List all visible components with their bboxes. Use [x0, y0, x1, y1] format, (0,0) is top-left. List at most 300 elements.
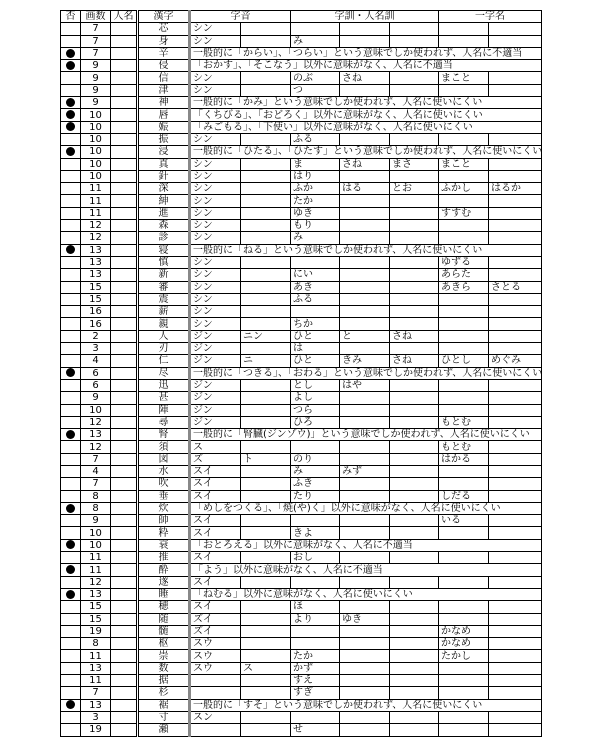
single-name-2-cell: はるか — [489, 183, 542, 195]
table-row — [61, 293, 542, 305]
kun-reading-1-cell: もり — [291, 220, 340, 232]
jinmei-cell — [111, 195, 138, 207]
kun-reading-2-cell — [340, 293, 390, 305]
kun-reading-2-cell — [340, 441, 390, 453]
strokes-cell: 15 — [81, 293, 111, 305]
on-reading-1-cell: シン — [190, 269, 241, 281]
ng-cell — [61, 23, 81, 35]
strokes-cell: 19 — [81, 724, 111, 736]
kun-reading-3-cell — [390, 318, 439, 330]
table-row — [61, 60, 542, 72]
kanji-cell: 腎 — [138, 429, 190, 441]
table-row — [61, 650, 542, 662]
ng-cell — [61, 60, 81, 72]
on-reading-2-cell — [241, 207, 291, 219]
kanji-cell: 刃 — [138, 343, 190, 355]
single-name-2-cell — [489, 158, 542, 170]
unsuitable-mark-icon — [66, 565, 75, 574]
strokes-cell: 15 — [81, 281, 111, 293]
single-name-1-cell — [439, 220, 489, 232]
kun-reading-2-cell — [340, 478, 390, 490]
kanji-cell: 侵 — [138, 60, 190, 72]
ng-cell — [61, 711, 81, 723]
kun-reading-3-cell — [390, 638, 439, 650]
strokes-cell: 11 — [81, 650, 111, 662]
kun-reading-3-cell — [390, 650, 439, 662]
kun-reading-2-cell — [340, 256, 390, 268]
kun-reading-3-cell — [390, 293, 439, 305]
single-name-2-cell — [489, 293, 542, 305]
ng-cell — [61, 244, 81, 256]
note-cell: 「めしをつくる」、「焼(や)く」以外に意味がなく、人名に使いにくい — [190, 502, 542, 514]
kanji-cell: 帥 — [138, 515, 190, 527]
single-name-2-cell — [489, 650, 542, 662]
kun-reading-2-cell — [340, 35, 390, 47]
table-row — [61, 343, 542, 355]
kanji-cell: 須 — [138, 441, 190, 453]
single-name-1-cell — [439, 527, 489, 539]
table-row — [61, 97, 542, 109]
ng-cell — [61, 72, 81, 84]
kun-reading-1-cell: よし — [291, 392, 340, 404]
kanji-cell: 親 — [138, 318, 190, 330]
kun-reading-3-cell — [390, 23, 439, 35]
single-name-2-cell — [489, 170, 542, 182]
strokes-cell: 7 — [81, 47, 111, 59]
note-cell: 一般的に「ねる」という意味でしか使われず、人名に使いにくい — [190, 244, 542, 256]
kun-reading-1-cell — [291, 711, 340, 723]
single-name-1-cell: しだる — [439, 490, 489, 502]
unsuitable-mark-icon — [66, 49, 75, 58]
unsuitable-mark-icon — [66, 245, 75, 254]
on-reading-1-cell: ズ — [190, 453, 241, 465]
on-reading-2-cell — [241, 183, 291, 195]
kun-reading-3-cell — [390, 35, 439, 47]
jinmei-cell — [111, 207, 138, 219]
single-name-1-cell — [439, 306, 489, 318]
kun-reading-1-cell: ふる — [291, 293, 340, 305]
ng-cell — [61, 133, 81, 145]
kun-reading-1-cell: たか — [291, 650, 340, 662]
kanji-cell: 津 — [138, 84, 190, 96]
strokes-cell: 3 — [81, 343, 111, 355]
ng-cell — [61, 650, 81, 662]
kanji-cell: 酔 — [138, 564, 190, 576]
on-reading-1-cell: ジン — [190, 343, 241, 355]
on-reading-2-cell: ニン — [241, 330, 291, 342]
kun-reading-1-cell: み — [291, 465, 340, 477]
on-reading-1-cell: ズイ — [190, 625, 241, 637]
kun-reading-3-cell — [390, 675, 439, 687]
single-name-2-cell — [489, 515, 542, 527]
strokes-cell: 8 — [81, 502, 111, 514]
kun-reading-1-cell: たか — [291, 195, 340, 207]
kanji-cell: 据 — [138, 675, 190, 687]
kun-reading-1-cell — [291, 441, 340, 453]
jinmei-cell — [111, 601, 138, 613]
jinmei-cell — [111, 60, 138, 72]
ng-cell — [61, 429, 81, 441]
strokes-cell: 13 — [81, 269, 111, 281]
kanji-cell: 慎 — [138, 256, 190, 268]
ng-cell — [61, 97, 81, 109]
kanji-cell: 水 — [138, 465, 190, 477]
table-row — [61, 232, 542, 244]
note-cell: 「ねむる」以外に意味がなく、人名に使いにくい — [190, 588, 542, 600]
jinmei-cell — [111, 72, 138, 84]
single-name-1-cell: あきら — [439, 281, 489, 293]
kun-reading-2-cell — [340, 232, 390, 244]
ng-cell — [61, 515, 81, 527]
on-reading-1-cell: シン — [190, 195, 241, 207]
kun-reading-3-cell — [390, 281, 439, 293]
kanji-cell: 吹 — [138, 478, 190, 490]
single-name-2-cell — [489, 601, 542, 613]
jinmei-cell — [111, 220, 138, 232]
single-name-1-cell: ひとし — [439, 355, 489, 367]
on-reading-1-cell: シン — [190, 293, 241, 305]
ng-cell — [61, 84, 81, 96]
jinmei-cell — [111, 429, 138, 441]
note-cell: 「くちびる」、「おどろく」以外に意味がなく、人名に使いにくい — [190, 109, 542, 121]
ng-cell — [61, 183, 81, 195]
table-row — [61, 158, 542, 170]
kun-reading-1-cell — [291, 638, 340, 650]
ng-cell — [61, 576, 81, 588]
strokes-cell: 11 — [81, 564, 111, 576]
table-row — [61, 244, 542, 256]
strokes-cell: 10 — [81, 158, 111, 170]
jinmei-cell — [111, 146, 138, 158]
table-row — [61, 306, 542, 318]
jinmei-cell — [111, 515, 138, 527]
kun-reading-1-cell: のり — [291, 453, 340, 465]
kanji-cell: 仁 — [138, 355, 190, 367]
ng-cell — [61, 699, 81, 711]
on-reading-1-cell: シン — [190, 158, 241, 170]
on-reading-1-cell: シン — [190, 183, 241, 195]
kun-reading-2-cell — [340, 306, 390, 318]
header-single-name: 一字名 — [439, 11, 542, 23]
jinmei-cell — [111, 490, 138, 502]
jinmei-cell — [111, 650, 138, 662]
header-kun-reading: 字訓・人名訓 — [291, 11, 439, 23]
single-name-1-cell — [439, 675, 489, 687]
on-reading-2-cell — [241, 478, 291, 490]
unsuitable-mark-icon — [66, 61, 75, 70]
single-name-1-cell — [439, 133, 489, 145]
single-name-1-cell — [439, 404, 489, 416]
kun-reading-3-cell — [390, 256, 439, 268]
kun-reading-3-cell — [390, 392, 439, 404]
table-row — [61, 539, 542, 551]
on-reading-2-cell — [241, 392, 291, 404]
jinmei-cell — [111, 330, 138, 342]
ng-cell — [61, 453, 81, 465]
jinmei-cell — [111, 675, 138, 687]
kun-reading-1-cell: み — [291, 232, 340, 244]
note-cell: 「おとろえる」以外に意味がなく、人名に不適当 — [190, 539, 542, 551]
on-reading-2-cell — [241, 256, 291, 268]
on-reading-1-cell: スウ — [190, 650, 241, 662]
jinmei-cell — [111, 244, 138, 256]
on-reading-1-cell — [190, 687, 241, 699]
table-row — [61, 207, 542, 219]
note-cell: 一般的に「すそ」という意味でしか使われず、人名に使いにくい — [190, 699, 542, 711]
table-row — [61, 109, 542, 121]
jinmei-cell — [111, 109, 138, 121]
on-reading-1-cell: ジン — [190, 416, 241, 428]
kanji-cell: 粋 — [138, 527, 190, 539]
kun-reading-1-cell: は — [291, 343, 340, 355]
note-cell: 一般的に「かみ」という意味でしか使われず、人名に使いにくい — [190, 97, 542, 109]
jinmei-cell — [111, 638, 138, 650]
jinmei-cell — [111, 121, 138, 133]
jinmei-cell — [111, 552, 138, 564]
on-reading-1-cell: シン — [190, 232, 241, 244]
kun-reading-2-cell: ゆき — [340, 613, 390, 625]
kun-reading-1-cell — [291, 23, 340, 35]
table-row — [61, 404, 542, 416]
kun-reading-2-cell — [340, 170, 390, 182]
table-row — [61, 564, 542, 576]
unsuitable-mark-icon — [66, 122, 75, 131]
single-name-2-cell — [489, 195, 542, 207]
on-reading-2-cell — [241, 170, 291, 182]
on-reading-2-cell — [241, 613, 291, 625]
jinmei-cell — [111, 269, 138, 281]
kun-reading-3-cell: まさ — [390, 158, 439, 170]
jinmei-cell — [111, 527, 138, 539]
jinmei-cell — [111, 502, 138, 514]
note-cell: 「みごもる」、「下使い」以外に意味がなく、人名に使いにくい — [190, 121, 542, 133]
ng-cell — [61, 306, 81, 318]
single-name-1-cell: ゆずる — [439, 256, 489, 268]
ng-cell — [61, 232, 81, 244]
ng-cell — [61, 478, 81, 490]
kun-reading-2-cell — [340, 490, 390, 502]
kun-reading-3-cell — [390, 552, 439, 564]
kun-reading-3-cell — [390, 72, 439, 84]
kanji-cell: 尽 — [138, 367, 190, 379]
kun-reading-2-cell — [340, 318, 390, 330]
on-reading-1-cell: ジン — [190, 330, 241, 342]
strokes-cell: 15 — [81, 601, 111, 613]
table-row — [61, 269, 542, 281]
kun-reading-1-cell: すぎ — [291, 687, 340, 699]
kun-reading-1-cell: はり — [291, 170, 340, 182]
kun-reading-2-cell — [340, 416, 390, 428]
strokes-cell: 10 — [81, 133, 111, 145]
strokes-cell: 7 — [81, 35, 111, 47]
kun-reading-1-cell: み — [291, 35, 340, 47]
ng-cell — [61, 158, 81, 170]
kanji-cell: 図 — [138, 453, 190, 465]
kun-reading-2-cell: はや — [340, 379, 390, 391]
on-reading-2-cell — [241, 638, 291, 650]
single-name-1-cell: まこと — [439, 72, 489, 84]
kun-reading-2-cell — [340, 84, 390, 96]
kun-reading-2-cell — [340, 650, 390, 662]
on-reading-1-cell: スイ — [190, 601, 241, 613]
table-row — [61, 256, 542, 268]
kun-reading-3-cell — [390, 687, 439, 699]
on-reading-1-cell: ジン — [190, 379, 241, 391]
jinmei-cell — [111, 293, 138, 305]
kun-reading-3-cell — [390, 527, 439, 539]
ng-cell — [61, 465, 81, 477]
ng-cell — [61, 220, 81, 232]
jinmei-cell — [111, 539, 138, 551]
single-name-2-cell — [489, 256, 542, 268]
kun-reading-2-cell — [340, 195, 390, 207]
table-row — [61, 625, 542, 637]
single-name-1-cell — [439, 343, 489, 355]
single-name-2-cell — [489, 453, 542, 465]
kanji-cell: 新 — [138, 269, 190, 281]
single-name-2-cell — [489, 416, 542, 428]
ng-cell — [61, 588, 81, 600]
kanji-cell: 遂 — [138, 576, 190, 588]
on-reading-2-cell — [241, 527, 291, 539]
kun-reading-1-cell: ふき — [291, 478, 340, 490]
kanji-cell: 針 — [138, 170, 190, 182]
on-reading-2-cell — [241, 601, 291, 613]
single-name-2-cell — [489, 490, 542, 502]
jinmei-cell — [111, 613, 138, 625]
kun-reading-1-cell: せ — [291, 724, 340, 736]
kanji-cell: 瀬 — [138, 724, 190, 736]
strokes-cell: 11 — [81, 207, 111, 219]
on-reading-1-cell: スイ — [190, 465, 241, 477]
ng-cell — [61, 527, 81, 539]
single-name-2-cell: さとる — [489, 281, 542, 293]
kanji-cell: 杉 — [138, 687, 190, 699]
table-row — [61, 662, 542, 674]
table-row — [61, 576, 542, 588]
strokes-cell: 6 — [81, 367, 111, 379]
kanji-cell: 唇 — [138, 109, 190, 121]
kun-reading-2-cell — [340, 552, 390, 564]
kun-reading-2-cell — [340, 404, 390, 416]
header-row — [61, 11, 542, 23]
unsuitable-mark-icon — [66, 147, 75, 156]
on-reading-2-cell — [241, 515, 291, 527]
single-name-1-cell — [439, 601, 489, 613]
table-row — [61, 490, 542, 502]
jinmei-cell — [111, 170, 138, 182]
single-name-2-cell — [489, 625, 542, 637]
kun-reading-1-cell: つら — [291, 404, 340, 416]
ng-cell — [61, 662, 81, 674]
jinmei-cell — [111, 687, 138, 699]
ng-cell — [61, 502, 81, 514]
kun-reading-3-cell — [390, 724, 439, 736]
kun-reading-1-cell: のぶ — [291, 72, 340, 84]
unsuitable-mark-icon — [66, 540, 75, 549]
single-name-2-cell — [489, 318, 542, 330]
ng-cell — [61, 601, 81, 613]
strokes-cell: 9 — [81, 97, 111, 109]
on-reading-2-cell — [241, 711, 291, 723]
kun-reading-3-cell: とお — [390, 183, 439, 195]
on-reading-1-cell: スイ — [190, 515, 241, 527]
on-reading-1-cell: シン — [190, 23, 241, 35]
kun-reading-2-cell — [340, 343, 390, 355]
ng-cell — [61, 392, 81, 404]
single-name-2-cell — [489, 638, 542, 650]
on-reading-1-cell: ジン — [190, 404, 241, 416]
on-reading-1-cell: シン — [190, 281, 241, 293]
single-name-1-cell: ふかし — [439, 183, 489, 195]
single-name-2-cell — [489, 404, 542, 416]
jinmei-cell — [111, 711, 138, 723]
ng-cell — [61, 207, 81, 219]
on-reading-2-cell — [241, 675, 291, 687]
on-reading-1-cell: スイ — [190, 552, 241, 564]
kanji-cell: 裾 — [138, 699, 190, 711]
kanji-cell: 尋 — [138, 416, 190, 428]
ng-cell — [61, 47, 81, 59]
ng-cell — [61, 109, 81, 121]
strokes-cell: 10 — [81, 527, 111, 539]
kun-reading-1-cell: ふか — [291, 183, 340, 195]
strokes-cell: 13 — [81, 662, 111, 674]
table-row — [61, 416, 542, 428]
single-name-1-cell — [439, 330, 489, 342]
kanji-cell: 辛 — [138, 47, 190, 59]
kanji-cell: 甚 — [138, 392, 190, 404]
table-row — [61, 465, 542, 477]
on-reading-2-cell — [241, 343, 291, 355]
table-row — [61, 638, 542, 650]
table-row — [61, 379, 542, 391]
on-reading-1-cell: スウ — [190, 638, 241, 650]
kanji-cell: 身 — [138, 35, 190, 47]
on-reading-1-cell: ジン — [190, 355, 241, 367]
table-row — [61, 183, 542, 195]
single-name-1-cell — [439, 465, 489, 477]
table-row — [61, 121, 542, 133]
kun-reading-3-cell — [390, 232, 439, 244]
strokes-cell: 10 — [81, 404, 111, 416]
single-name-1-cell: いる — [439, 515, 489, 527]
on-reading-1-cell: シン — [190, 133, 241, 145]
kun-reading-2-cell: みず — [340, 465, 390, 477]
unsuitable-mark-icon — [66, 430, 75, 439]
on-reading-2-cell — [241, 23, 291, 35]
on-reading-2-cell — [241, 84, 291, 96]
kanji-cell: 振 — [138, 133, 190, 145]
single-name-1-cell — [439, 23, 489, 35]
on-reading-2-cell — [241, 281, 291, 293]
kun-reading-3-cell — [390, 343, 439, 355]
strokes-cell: 11 — [81, 675, 111, 687]
jinmei-cell — [111, 232, 138, 244]
table-row — [61, 355, 542, 367]
strokes-cell: 13 — [81, 256, 111, 268]
on-reading-2-cell — [241, 195, 291, 207]
jinmei-cell — [111, 576, 138, 588]
strokes-cell: 7 — [81, 453, 111, 465]
header-strokes: 画数 — [81, 11, 111, 23]
single-name-1-cell — [439, 724, 489, 736]
kun-reading-3-cell — [390, 478, 439, 490]
ng-cell — [61, 269, 81, 281]
on-reading-1-cell: スイ — [190, 527, 241, 539]
table-row — [61, 220, 542, 232]
jinmei-cell — [111, 416, 138, 428]
